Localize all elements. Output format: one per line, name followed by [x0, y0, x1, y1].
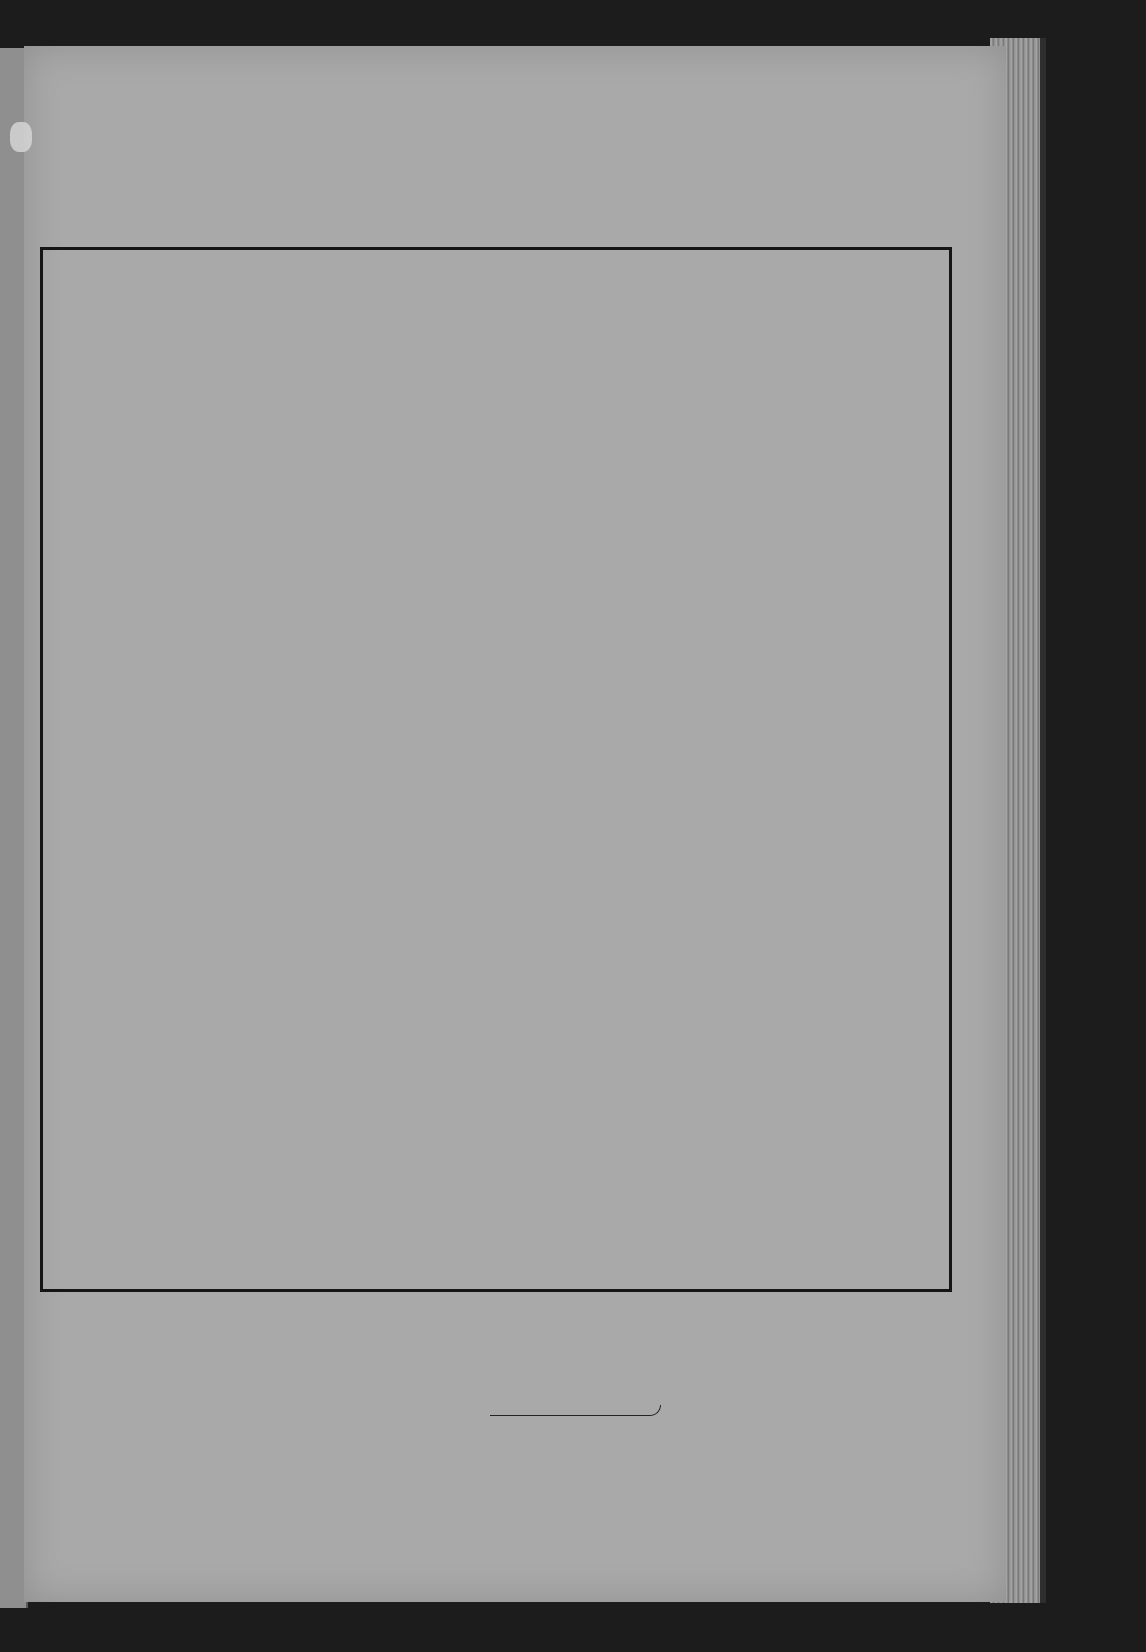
table-frame — [40, 247, 952, 1292]
binding-clip — [10, 122, 32, 152]
signature-flourish — [490, 1405, 661, 1416]
